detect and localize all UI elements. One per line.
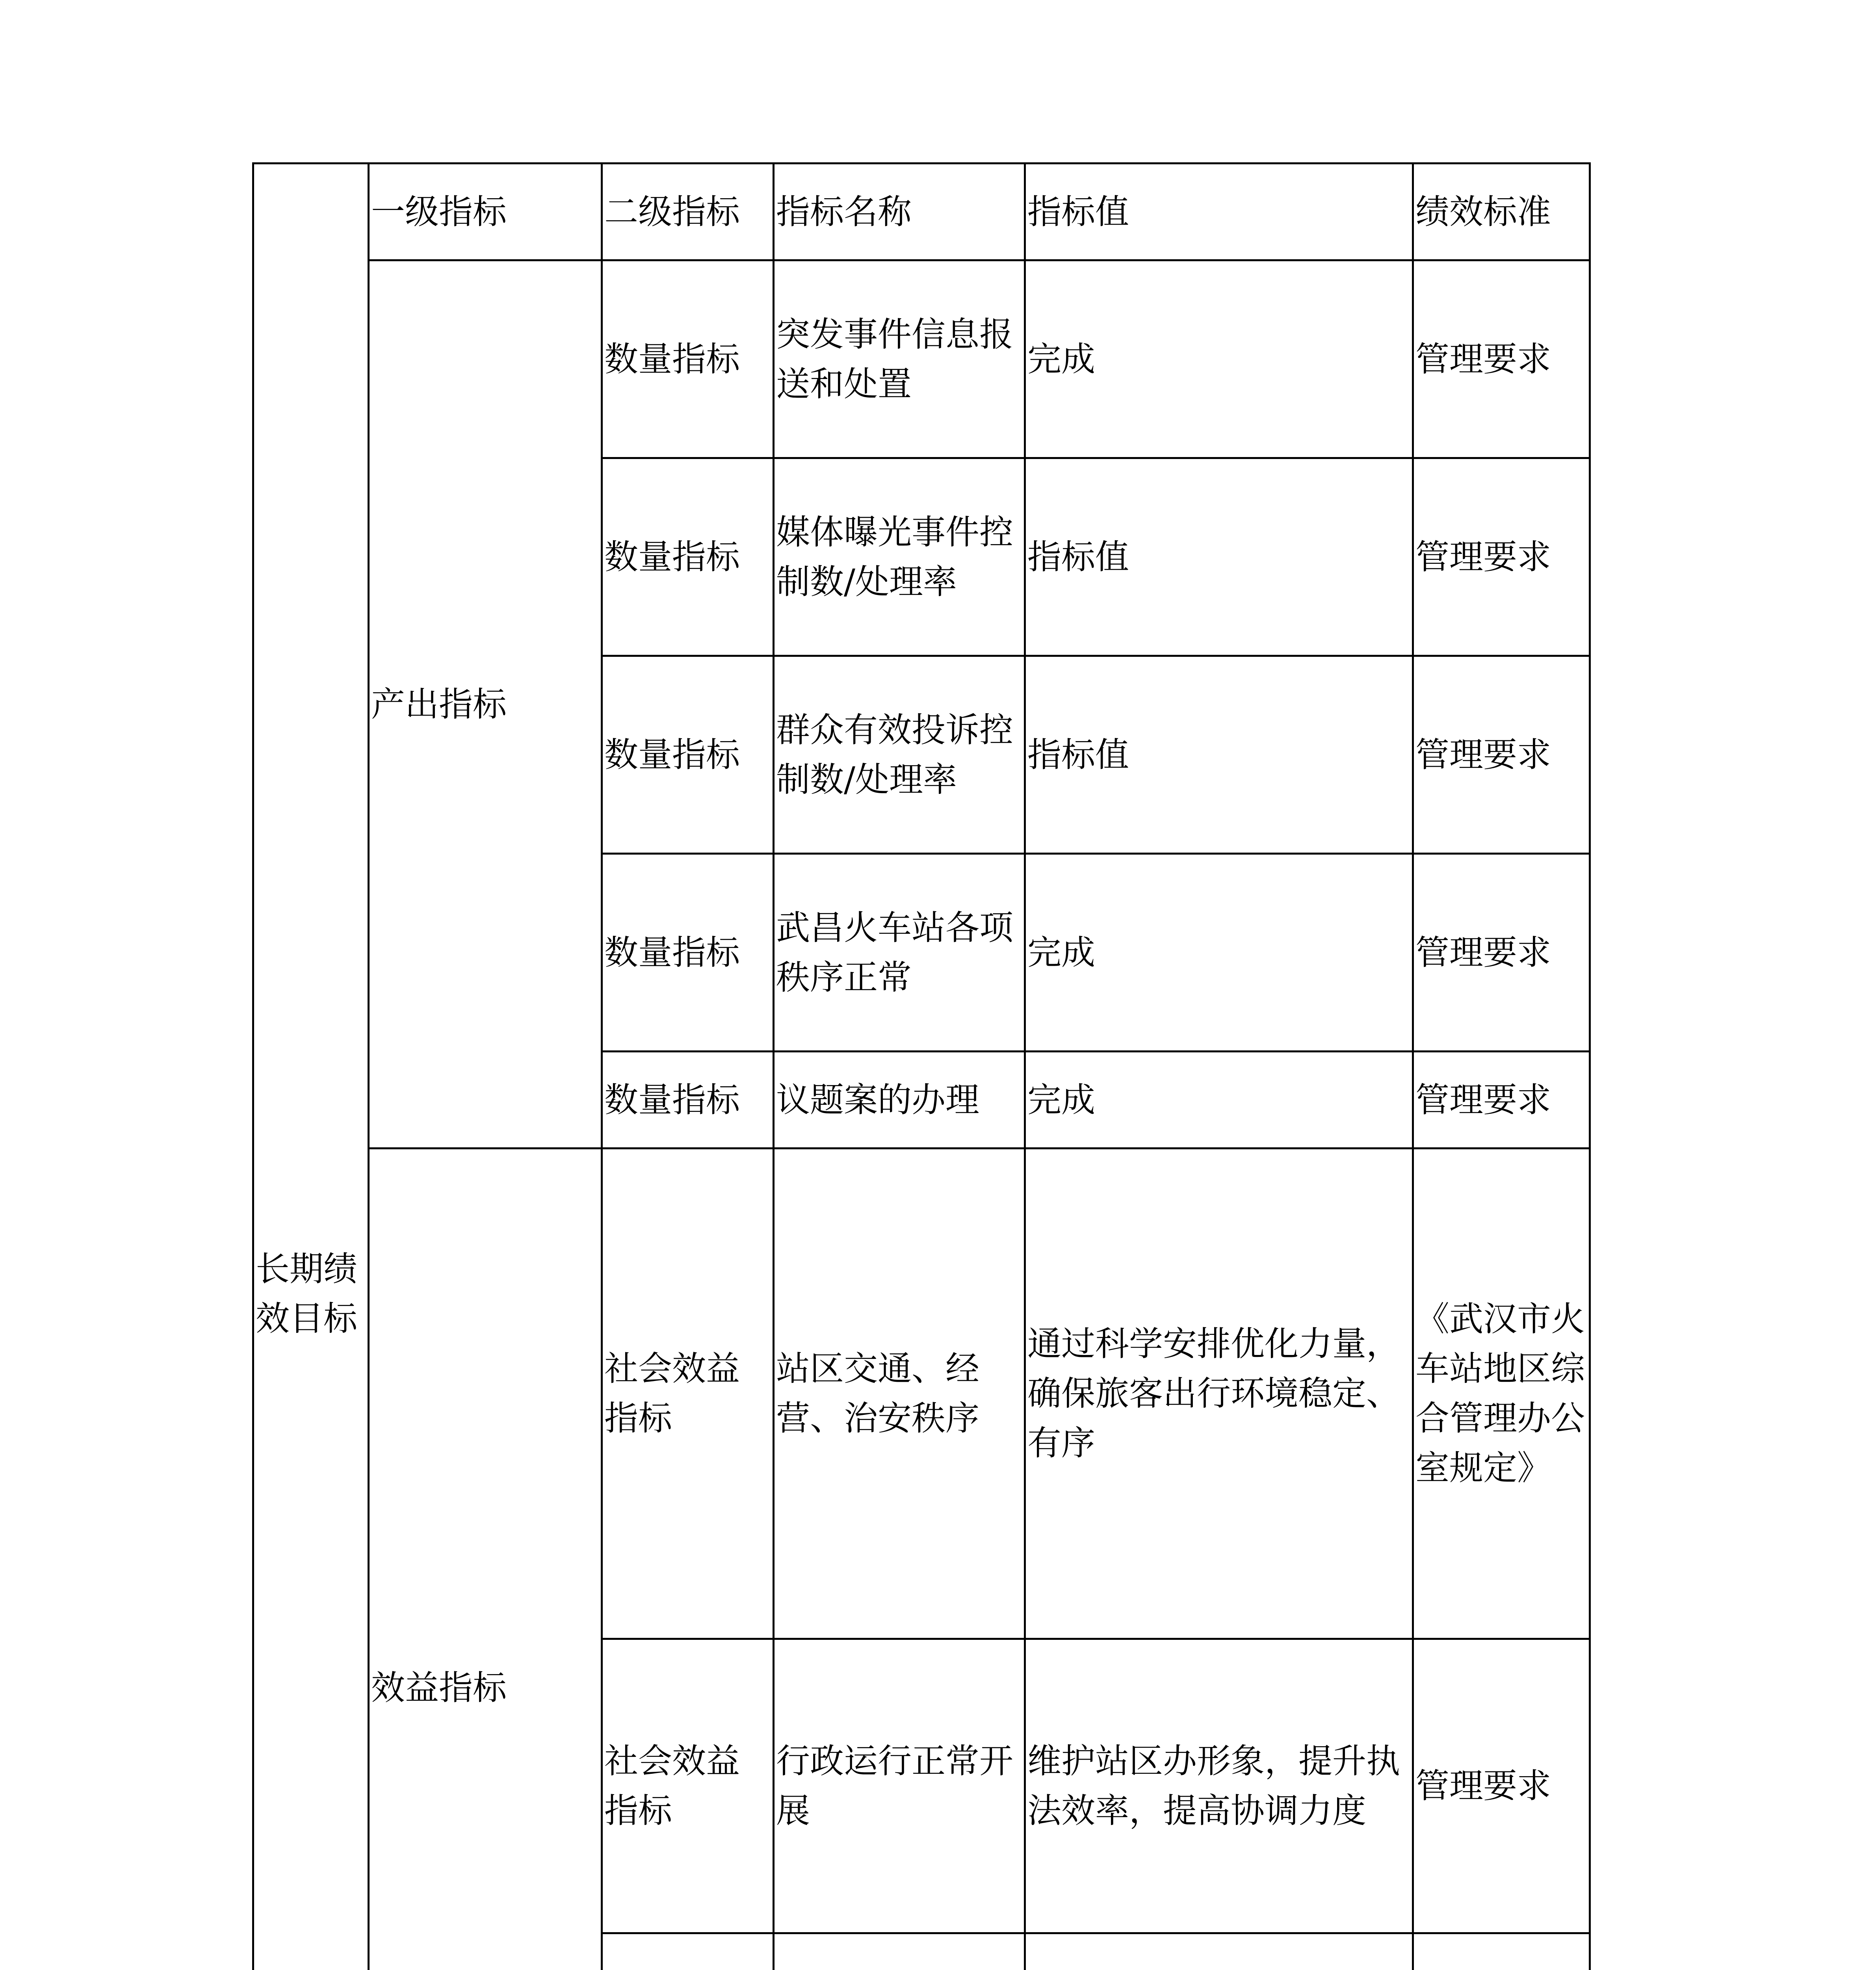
header-level1: 一级指标 [369, 164, 602, 260]
indicator-value-cell: 维护站区办形象，提升执法效率，提高协调力度 [1025, 1639, 1413, 1933]
level2-cell [602, 1933, 774, 1970]
criterion-cell: 管理要求 [1413, 260, 1590, 458]
indicator-name-cell: 行政运行正常开展 [774, 1639, 1025, 1933]
long-term-goal-cell [253, 164, 369, 1970]
output-indicator-label: 产出指标 [369, 260, 602, 1149]
table-row [253, 260, 1590, 458]
indicator-name-cell: 武昌火车站各项秩序正常 [774, 854, 1025, 1052]
performance-goals-table [252, 162, 1591, 1970]
level2-cell: 数量指标 [602, 1052, 774, 1149]
indicator-value-cell: 完成 [1025, 854, 1413, 1052]
benefit-indicator-label: 效益指标 [369, 1149, 602, 1970]
indicator-name-cell: 突发事件信息报送和处置 [774, 260, 1025, 458]
header-indicator-name: 指标名称 [774, 164, 1025, 260]
level2-cell: 数量指标 [602, 854, 774, 1052]
criterion-cell: 管理要求 [1413, 1639, 1590, 1933]
table-row [253, 1149, 1590, 1639]
header-criterion: 绩效标准 [1413, 164, 1590, 260]
indicator-name-cell: 媒体曝光事件控制数/处理率 [774, 458, 1025, 656]
table-header-row [253, 164, 1590, 260]
indicator-value-cell [1025, 1933, 1413, 1970]
indicator-name-cell: 群众有效投诉控制数/处理率 [774, 656, 1025, 854]
level2-cell: 数量指标 [602, 656, 774, 854]
header-indicator-value: 指标值 [1025, 164, 1413, 260]
criterion-cell: 管理要求 [1413, 1052, 1590, 1149]
level2-cell: 社会效益指标 [602, 1149, 774, 1639]
criterion-cell [1413, 1933, 1590, 1970]
indicator-value-cell: 指标值 [1025, 458, 1413, 656]
indicator-value-cell: 完成 [1025, 260, 1413, 458]
level2-cell: 数量指标 [602, 260, 774, 458]
indicator-name-cell: 站区交通、经营、治安秩序 [774, 1149, 1025, 1639]
criterion-cell: 《武汉市火车站地区综合管理办公室规定》 [1413, 1149, 1590, 1639]
level2-cell: 数量指标 [602, 458, 774, 656]
indicator-value-cell: 指标值 [1025, 656, 1413, 854]
criterion-cell: 管理要求 [1413, 854, 1590, 1052]
criterion-cell: 管理要求 [1413, 656, 1590, 854]
criterion-cell: 管理要求 [1413, 458, 1590, 656]
long-term-goal-label: 长期绩效目标 [256, 1249, 357, 1338]
header-level2: 二级指标 [602, 164, 774, 260]
indicator-value-cell: 完成 [1025, 1052, 1413, 1149]
indicator-name-cell: 议题案的办理 [774, 1052, 1025, 1149]
indicator-value-cell: 通过科学安排优化力量，确保旅客出行环境稳定、有序 [1025, 1149, 1413, 1639]
indicator-name-cell [774, 1933, 1025, 1970]
level2-cell: 社会效益指标 [602, 1639, 774, 1933]
